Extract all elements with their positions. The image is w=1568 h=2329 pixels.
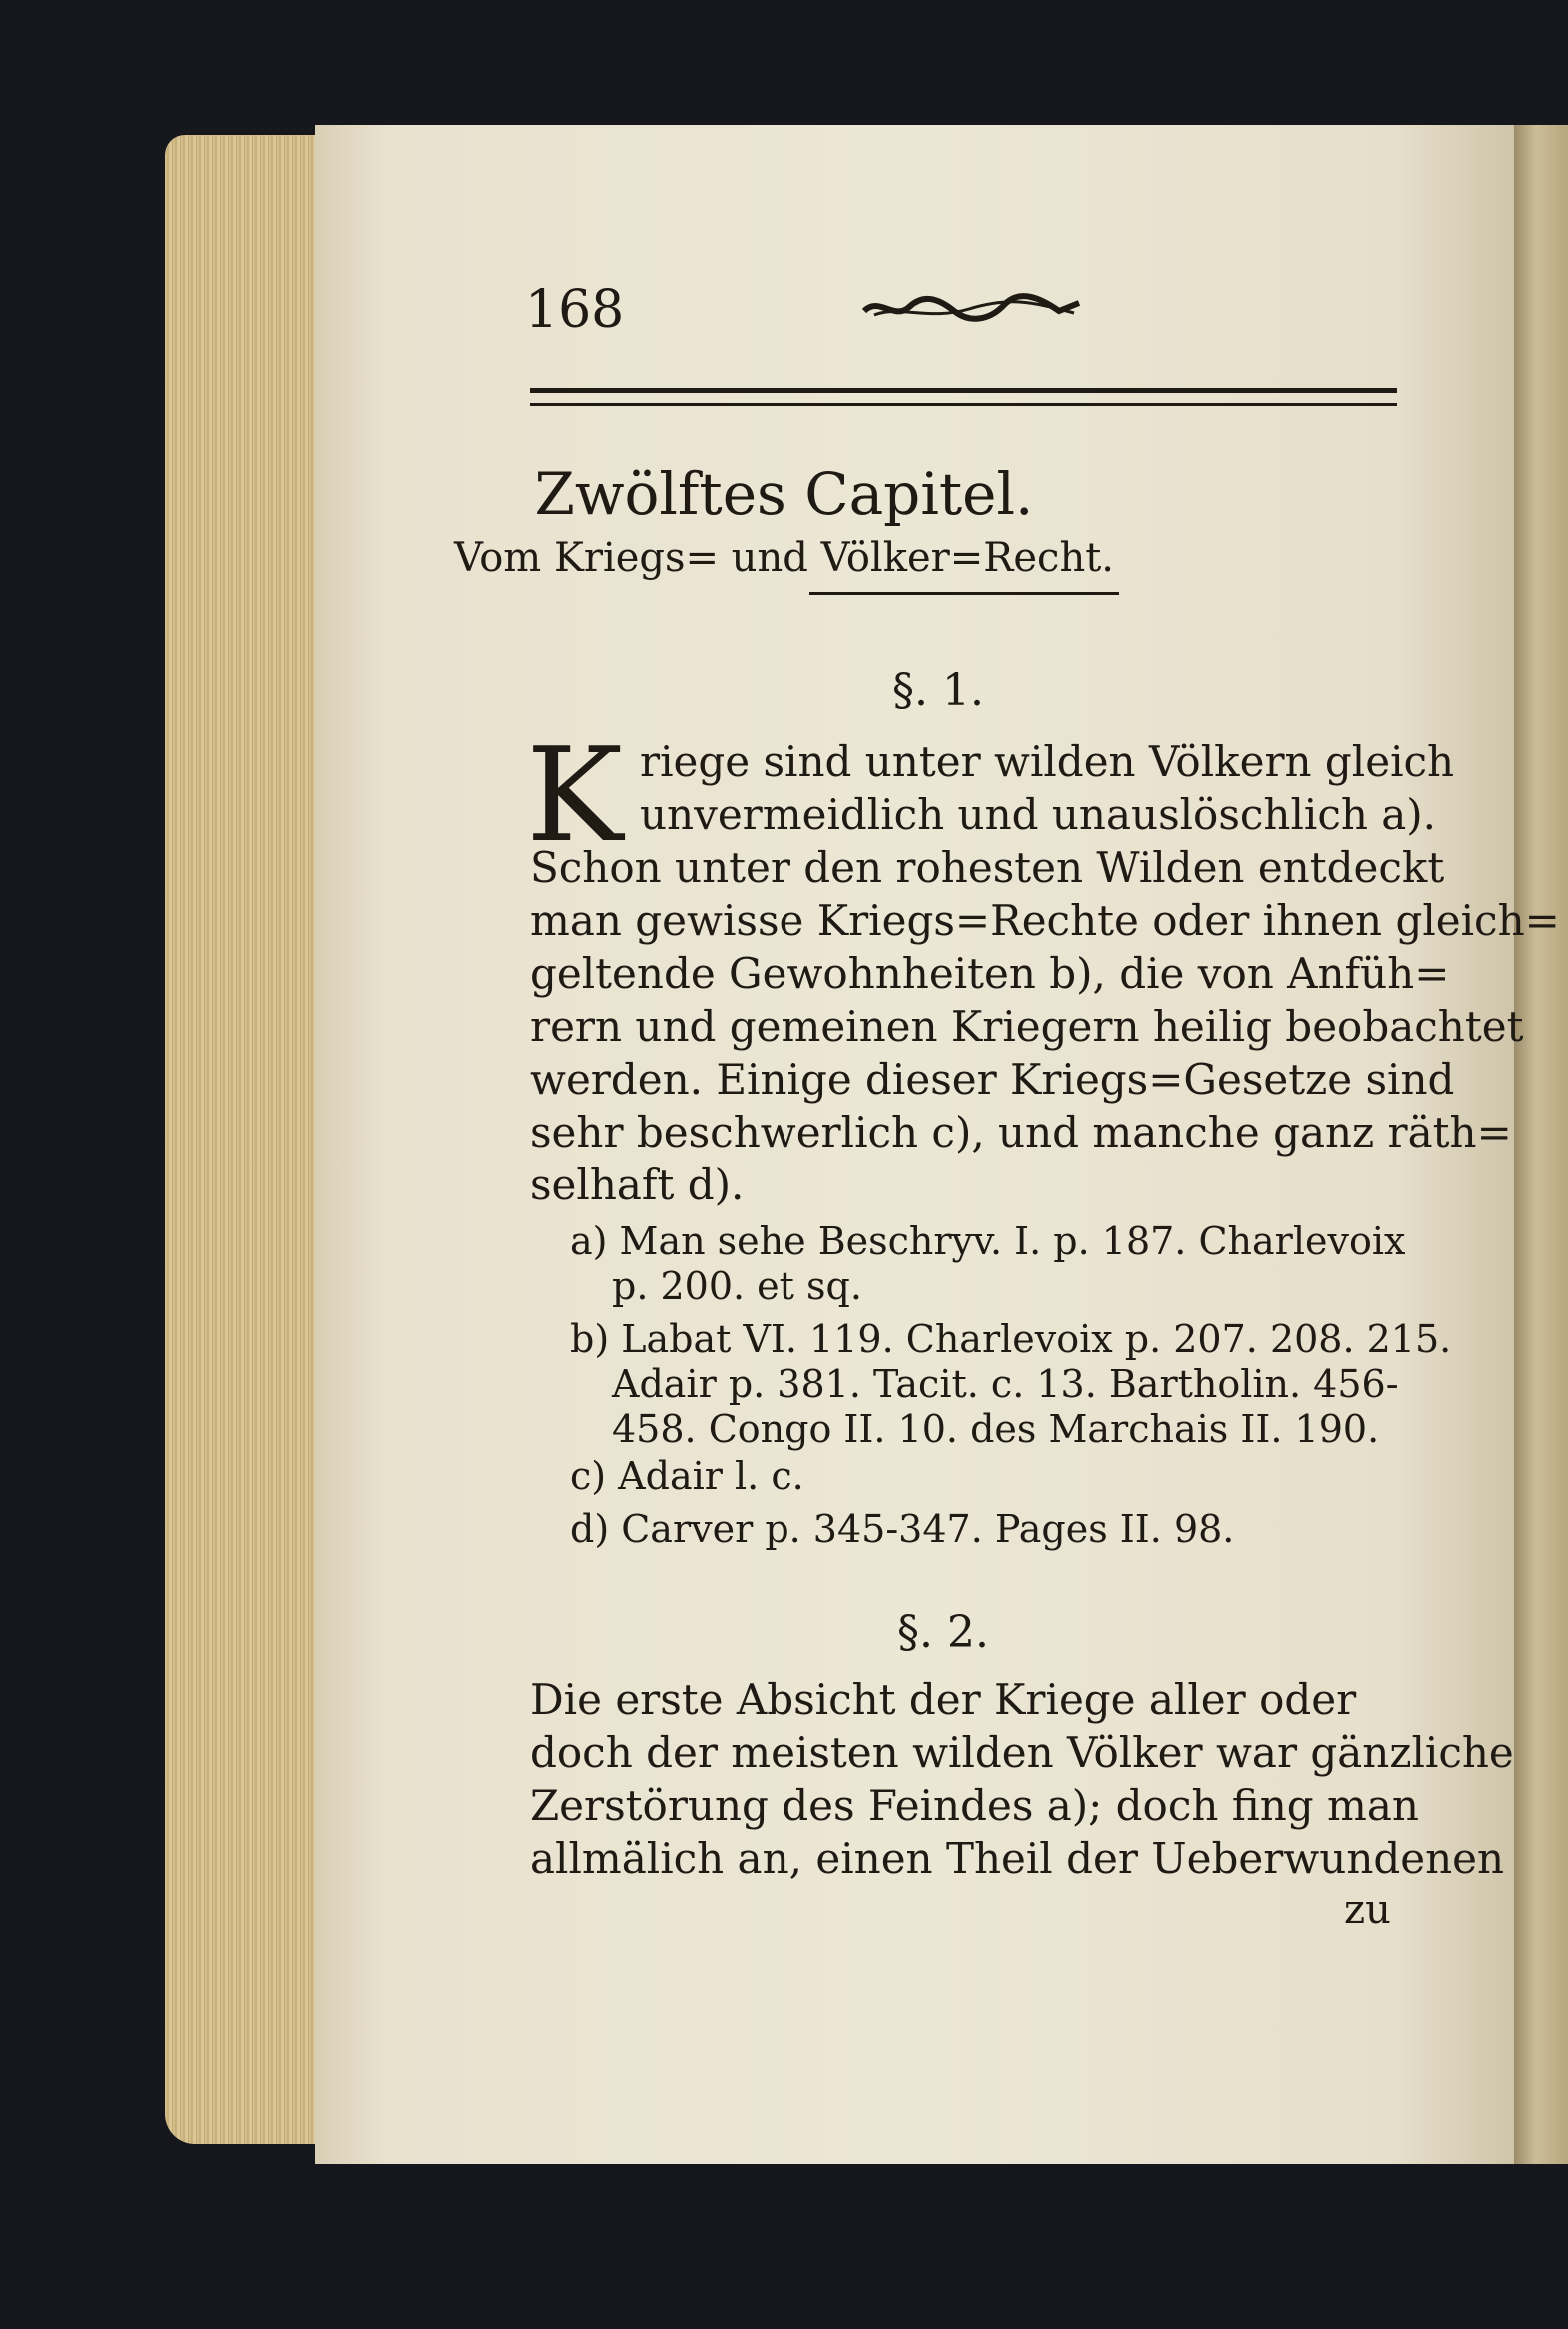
page-edges <box>165 135 315 2144</box>
footnote: b) Labat VI. 119. Charlevoix p. 207. 208. 215. <box>570 1317 1452 1361</box>
chapter-title: Zwölftes Capitel. <box>534 460 1034 528</box>
right-page-edge <box>1514 125 1568 2164</box>
body-line: Zerstörung des Feindes a); doch fing man <box>530 1781 1419 1830</box>
footnote: 458. Congo II. 10. des Marchais II. 190. <box>612 1407 1380 1451</box>
footnote: d) Carver p. 345-347. Pages II. 98. <box>570 1507 1235 1551</box>
title-rule <box>809 592 1119 595</box>
body-line: rern und gemeinen Kriegern heilig beobachtet <box>530 1002 1524 1051</box>
footnote: p. 200. et sq. <box>612 1264 862 1308</box>
body-line: man gewisse Kriegs=Rechte oder ihnen gleich= <box>530 896 1560 945</box>
chapter-subtitle: Vom Kriegs= und Völker=Recht. <box>454 535 1114 581</box>
footnote: a) Man sehe Beschryv. I. p. 187. Charlevoix <box>570 1219 1406 1263</box>
section-2-mark: §. 2. <box>897 1607 989 1658</box>
body-line: Schon unter den rohesten Wilden entdeckt <box>530 843 1445 892</box>
footnote: c) Adair l. c. <box>570 1454 804 1498</box>
body-line: unvermeidlich und unauslöschlich a). <box>640 790 1437 839</box>
body-line: allmälich an, einen Theil der Ueberwundenen <box>530 1834 1505 1883</box>
body-line: sehr beschwerlich c), und manche ganz räth= <box>530 1108 1512 1157</box>
ornament-icon <box>859 291 1084 327</box>
section-1-mark: §. 1. <box>892 665 984 716</box>
body-line: werden. Einige dieser Kriegs=Gesetze sind <box>530 1055 1455 1104</box>
body-line: geltende Gewohnheiten b), die von Anfüh= <box>530 949 1450 998</box>
body-line: Die erste Absicht der Kriege aller oder <box>530 1675 1357 1724</box>
body-line: doch der meisten wilden Völker war gänzliche <box>530 1728 1514 1777</box>
page-number: 168 <box>525 280 625 340</box>
body-line: selhaft d). <box>530 1161 745 1209</box>
body-line: riege sind unter wilden Völkern gleich <box>640 737 1455 786</box>
catchword: zu <box>1344 1887 1391 1933</box>
footnote: Adair p. 381. Tacit. c. 13. Bartholin. 456- <box>612 1362 1399 1406</box>
header-rule <box>530 388 1397 406</box>
drop-cap: K <box>526 719 624 871</box>
